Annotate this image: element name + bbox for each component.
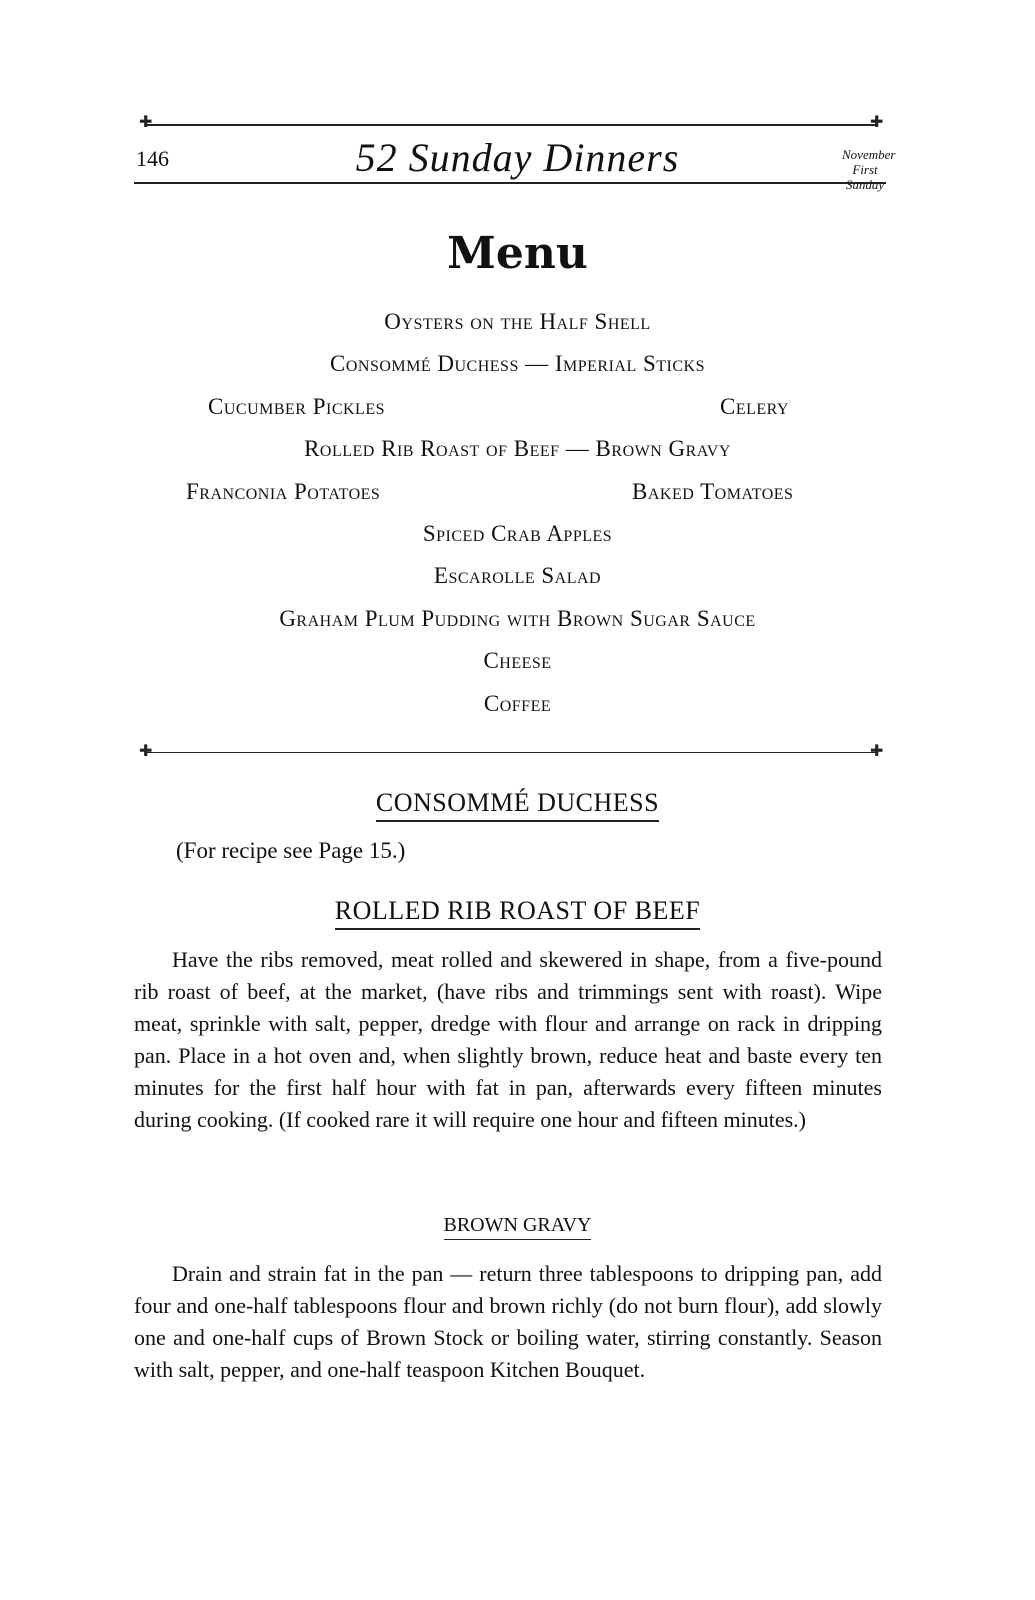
section-month: November [842,147,896,162]
book-title: 52 Sunday Dinners [355,135,680,180]
menu-bottom-rule [146,752,878,753]
menu-item-salad: Escarolle Salad [433,563,602,588]
recipe-title-consomme [0,788,1035,822]
rule-left-ornament: ✚ [139,743,153,760]
recipe-title-gravy [0,1214,1035,1240]
menu-item-pudding: Graham Plum Pudding with Brown Sugar Sauce [279,606,756,631]
recipe-body-gravy: Drain and strain fat in the pan — return three tablespoons to dripping pan, add four and one-half tablespoons flour and brown richly (do not burn flour), add slowly one and one-half cups of Brown Stock or boiling water, stirring constantly. Season with salt, pepper, and one-half teaspoon Kitchen Bouquet. [134,1261,882,1382]
menu-item-crab-apples: Spiced Crab Apples [422,521,613,546]
menu-item-roast: Rolled Rib Roast of Beef — Brown Gravy [304,436,731,461]
rule-left-ornament: ✚ [139,114,153,131]
header-top-rule [146,124,878,126]
rule-right-ornament: ✚ [870,743,884,760]
menu-item-tomatoes: Baked Tomatoes [632,479,794,504]
menu-item-oysters: Oysters on the Half Shell [384,309,651,334]
menu-title: Menu [447,228,588,279]
recipe-note-consomme: (For recipe see Page 15.) [176,838,406,863]
header-bottom-rule [134,182,886,184]
section-label [842,147,896,192]
menu-item-consomme: Consommé Duchess — Imperial Sticks [330,351,705,376]
recipe-body-roast: Have the ribs removed, meat rolled and skewered in shape, from a five-pound rib roast of beef, at the market, (have ribs and trimmings sent with roast). Wipe meat, sprinkle with salt, pepper, dredge with flour and arrange on rack in dripping pan. Place in a hot oven and, when slightly brown, reduce heat and baste every ten minutes for the first half hour with fat in pan, afterwards every fifteen minutes during cooking. (If cooked rare it will require one hour and fifteen minutes.) [134,947,882,1132]
recipe-title-consomme-text: CONSOMMÉ DUCHESS [376,788,659,822]
menu-item-coffee: Coffee [483,691,552,716]
menu-item-cheese: Cheese [483,648,552,673]
rule-right-ornament: ✚ [870,114,884,131]
menu-item-celery: Celery [720,394,790,419]
page-number: 146 [136,146,169,171]
recipe-title-gravy-text: BROWN GRAVY [444,1214,592,1240]
menu-item-cucumber: Cucumber Pickles [208,394,386,419]
section-sunday: First Sunday [845,162,885,192]
recipe-title-roast [0,896,1035,930]
menu-item-potatoes: Franconia Potatoes [186,479,381,504]
recipe-title-roast-text: ROLLED RIB ROAST OF BEEF [335,896,700,930]
